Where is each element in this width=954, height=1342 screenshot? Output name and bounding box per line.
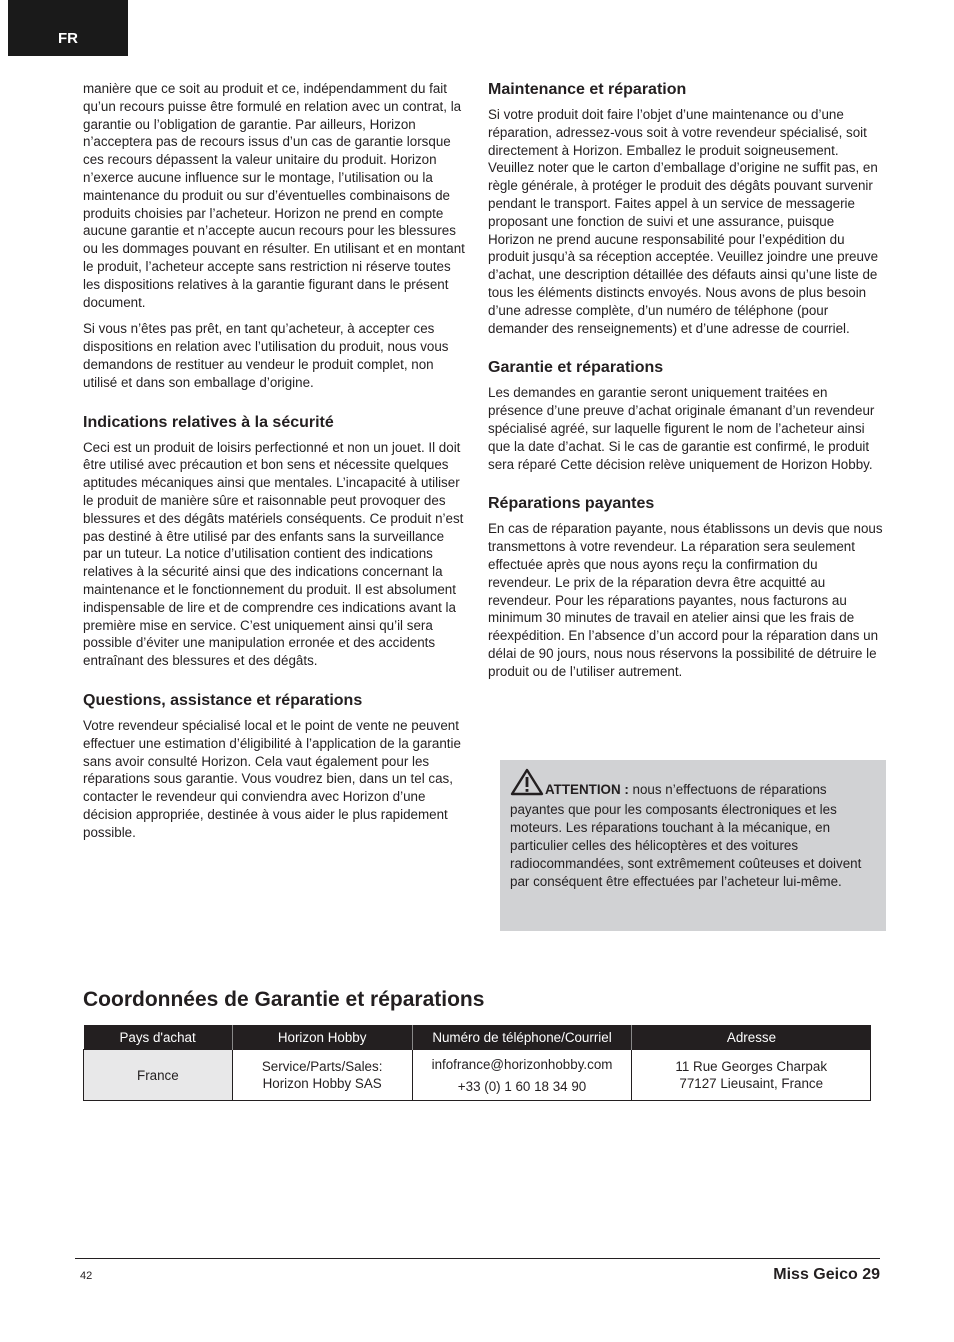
questions-text: Votre revendeur spécialisé local et le point de vente ne peuvent effectuer une estimation d’éligibilité à l’application de la garantie sans avoir consulté Horizon. Cela vaut également pour les réparations sous garantie. Vous voudrez bien, dans un tel cas, contacter le revendeur qui conviendra avec Horizon d’une décision appropriée, destinée à vous aider le plus rapidement possible. bbox=[83, 717, 461, 840]
table-row bbox=[84, 1050, 871, 1101]
left-column bbox=[83, 80, 465, 850]
attention-label: ATTENTION : bbox=[545, 782, 629, 797]
intro-paragraph-1: manière que ce soit au produit et ce, indépendamment du fait qu’un recours puisse être formulé en relation avec un contrat, la garantie ou l’obligation de garantie. Par ailleurs, Horizon n’acceptera pas de recours issus d’un cas de garantie lorsque ces recours dépassent la valeur unitaire du produit. Horizon n’exerce aucune influence sur le montage, l’utilisation ou la maintenance du produit ou sur d’éventuelles combinaisons de produits choisies par l’acheteur. Horizon ne prend en compte aucune garantie et n’accepte aucun recours pour les blessures ou les dommages pouvant en résulter. En utilisant et en montant le produit, l’acheteur accepte sans restriction ni réserve toutes les dispositions relatives à la garantie figurant dans le présent document. bbox=[83, 81, 465, 310]
warranty-heading: Garantie et réparations bbox=[488, 359, 664, 377]
column-header: Numéro de téléphone/Courriel bbox=[412, 1025, 632, 1050]
company-cell bbox=[232, 1050, 412, 1101]
paid-repairs-text: En cas de réparation payante, nous établissons un devis que nous transmettons à votre revendeur. La réparation sera seulement effectuée après que nous ayons reçu la confirmation du revendeur. Le prix de la réparation devra être acquitté au revendeur. Pour les réparations payantes, nous facturons au minimum 30 minutes de travail en atelier ainsi que les frais de réexpédition. En l’absence d’un accord pour la réparation dans un délai de 90 jours, nous nous réservons la possibilité de détruire le produit ou de l’utiliser autrement. bbox=[488, 521, 883, 679]
attention-box bbox=[500, 760, 886, 931]
attention-paragraph bbox=[510, 768, 876, 891]
contacts-heading: Coordonnées de Garantie et réparations bbox=[83, 988, 485, 1011]
intro-paragraph-2: Si vous n’êtes pas prêt, en tant qu’acheteur, à accepter ces dispositions en relation avec l’utilisation du produit, nous vous demandons de restituer au vendeur le produit complet, non utilisé et dans son emballage d’origine. bbox=[83, 321, 449, 390]
warranty-text: Les demandes en garantie seront uniquement traitées en présence d’une preuve d’achat originale émanant d’un revendeur spécialisé agréé, sur laquelle figurent le nom de l’acheteur ainsi que la date d’achat. Si le cas de garantie est confirmé, le produit sera réparé Cette décision relève uniquement de Horizon Hobby. bbox=[488, 385, 875, 472]
maintenance-text: Si votre produit doit faire l’objet d’une maintenance ou d’une réparation, adressez-vous soit à votre revendeur spécialisé, soit directement à Horizon. Emballez le produit soigneusement. Veuillez noter que le carton d’emballage d’origine ne suffit pas, en règle générale, à protéger le produit des dégâts pouvant survenir pendant le transport. Faites appel à un service de messagerie proposant une fonction de suivi et une assurance, puisque Horizon ne prend aucune responsabilité pour l’expédition du produit jusqu’à sa réception acceptée. Veuillez joindre une preuve d’achat, une description détaillée des défauts ainsi qu’une liste de tous les éléments distincts envoyés. Nous avons de plus besoin d’une adresse complète, d’un numéro de téléphone (pour demander des renseignements) et d’une adresse de courriel. bbox=[488, 107, 879, 336]
page-number: 42 bbox=[80, 1270, 93, 1282]
maintenance-heading: Maintenance et réparation bbox=[488, 81, 687, 98]
right-column bbox=[488, 80, 884, 690]
email-link[interactable]: infofrance@horizonhobby.com bbox=[431, 1057, 613, 1072]
paid-repairs-heading: Réparations payantes bbox=[488, 495, 655, 513]
column-header: Horizon Hobby bbox=[232, 1025, 412, 1050]
contacts-table bbox=[83, 1025, 871, 1101]
company-line: Service/Parts/Sales: bbox=[261, 1059, 383, 1074]
safety-heading: Indications relatives à la sécurité bbox=[83, 413, 334, 431]
safety-text: Ceci est un produit de loisirs perfectionné et non un jouet. Il doit être utilisé avec précaution et bon sens et nécessite quelques aptitudes mécaniques ainsi que mentales. L’incapacité à utiliser le produit de manière sûre et raisonnable peut provoquer des blessures et des dégâts matériels conséquents. Ce produit n’est pas destiné à être utilisé par des enfants sans la surveillance par un tuteur. La notice d’utilisation contient des indications relatives à la sécurité ainsi que des indications concernant la maintenance et le fonctionnement du produit. Il est absolument indispensable de lire et de comprendre ces indications avant la première mise en service. C’est uniquement ainsi qu’il sera possible d’éviter une manipulation erronée et des accidents entraînant des blessures et des dégâts. bbox=[83, 439, 464, 669]
phone-number: +33 (0) 1 60 18 34 90 bbox=[457, 1079, 587, 1094]
contact-cell bbox=[412, 1050, 632, 1101]
column-header: Pays d'achat bbox=[84, 1025, 233, 1050]
country-cell: France bbox=[84, 1050, 233, 1101]
questions-heading: Questions, assistance et réparations bbox=[83, 691, 363, 709]
address-line: 11 Rue Georges Charpak bbox=[675, 1059, 828, 1074]
table-header-row bbox=[84, 1025, 871, 1050]
address-cell bbox=[632, 1050, 871, 1101]
attention-text: nous n’effectuons de réparations payantes que pour les composants électroniques et les moteurs. Les réparations touchant à la mécanique, en particulier celles des hélicoptères et des voitures radiocommandées, sont extrêmement coûteuses et doivent par conséquent être effectuées par l’acheteur lui-même. bbox=[510, 782, 862, 889]
column-header: Adresse bbox=[632, 1025, 871, 1050]
language-tab: FR bbox=[8, 0, 128, 56]
company-line: Horizon Hobby SAS bbox=[262, 1076, 382, 1091]
footer-divider bbox=[75, 1258, 880, 1259]
product-name: Miss Geico 29 bbox=[773, 1266, 880, 1283]
warning-triangle-icon bbox=[510, 768, 544, 801]
address-line: 77127 Lieusaint, France bbox=[679, 1076, 824, 1091]
